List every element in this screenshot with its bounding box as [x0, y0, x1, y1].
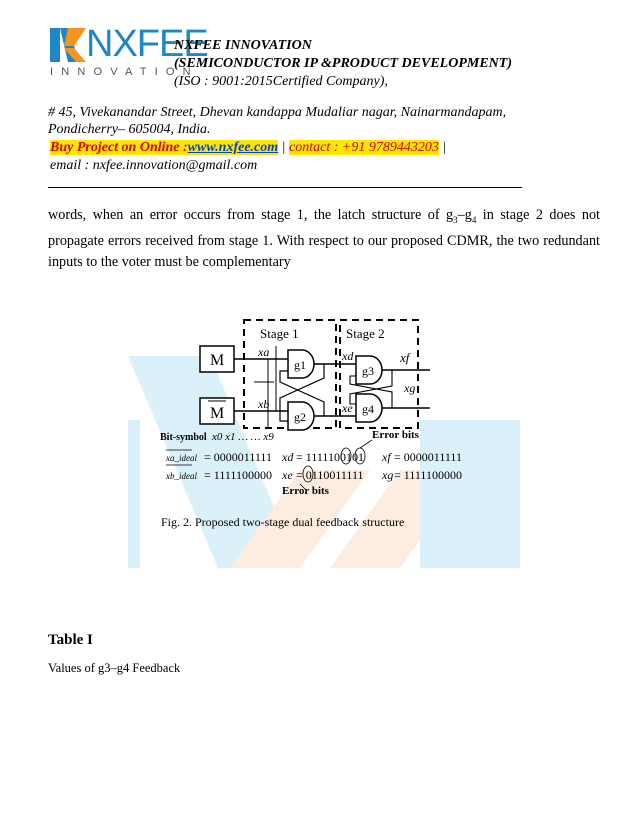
nxfee-logo-icon: [48, 24, 88, 64]
xb-label: xb: [258, 397, 270, 411]
row2-left-value: = 1111100000: [204, 468, 272, 482]
xf-label: xf: [400, 350, 410, 365]
dual-feedback-diagram: [160, 316, 490, 506]
company-certification: (ISO : 9001:2015Certified Company),: [174, 74, 388, 89]
email-line: email : nxfee.innovation@gmail.com: [50, 158, 258, 173]
company-division: (SEMICONDUCTOR IP &PRODUCT DEVELOPMENT): [174, 56, 512, 71]
row1-left-value: = 0000011111: [204, 450, 272, 464]
header-divider: [48, 187, 522, 188]
address-line-1: # 45, Vivekanandar Street, Dhevan kandappa Mudaliar nagar, Nainarmandapam,: [48, 105, 507, 120]
buy-contact-line: [50, 139, 446, 156]
website-link[interactable]: www.nxfee.com: [187, 140, 279, 155]
m-top-label: M: [210, 352, 225, 369]
paragraph-text: words, when an error occurs from stage 1, the latch structure of g: [48, 207, 454, 223]
row1-mid-label: xd: [282, 450, 294, 464]
g3-label: g3: [362, 364, 374, 378]
subscript: 3: [453, 214, 458, 225]
row2-mid-label: xe: [282, 468, 293, 482]
paragraph-text: –g: [457, 207, 472, 223]
xd-label: xd: [342, 349, 354, 363]
row2-right-label: xg: [382, 468, 394, 482]
g4-label: g4: [362, 402, 374, 416]
paragraph-text: in stage 2 does not propagate errors received from stage 1. With respect to our proposed CDMR, the two redundant inputs to the voter must be complementary: [48, 207, 601, 270]
subscript: 4: [471, 214, 477, 225]
row2-right-value: = 1111100000: [394, 468, 462, 482]
row1-mid-value: = 1111100101: [296, 450, 364, 464]
table-title: Table I: [48, 632, 93, 648]
row1-left-label: xa_ideal: [166, 453, 197, 463]
logo-subtitle: INNOVATION: [50, 66, 199, 78]
xa-label: xa: [258, 345, 270, 359]
address-line-2: Pondicherry– 605004, India.: [48, 122, 211, 137]
bit-symbol-label: Bit-symbol: [160, 432, 207, 443]
m-bottom-label: M: [210, 405, 225, 422]
separator: |: [438, 140, 447, 155]
buy-project-label: Buy Project on Online :: [50, 140, 188, 155]
contact-phone: contact : +91 9789443203: [289, 140, 439, 155]
error-bits-top: Error bits: [372, 429, 419, 441]
g1-label: g1: [294, 358, 306, 372]
stage2-label: Stage 2: [346, 326, 385, 341]
row1-right-label: xf: [382, 450, 391, 464]
stage1-label: Stage 1: [260, 326, 299, 341]
error-bits-bottom: Error bits: [282, 485, 329, 497]
g2-label: g2: [294, 410, 306, 424]
body-paragraph: [48, 205, 600, 273]
xg-label: xg: [404, 381, 416, 395]
xe-label: xe: [342, 401, 353, 415]
company-name: NXFEE INNOVATION: [174, 38, 312, 53]
logo-wordmark: NXFEE: [86, 23, 208, 65]
figure-caption: Fig. 2. Proposed two-stage dual feedback structure: [161, 515, 405, 529]
bit-symbol-seq: x0 x1 … … x9: [212, 431, 274, 443]
separator: |: [278, 140, 290, 155]
table-subtitle: Values of g3–g4 Feedback: [48, 661, 181, 675]
row2-mid-value: = 0110011111: [296, 468, 364, 482]
row1-right-value: = 0000011111: [394, 450, 462, 464]
row2-left-label: xb_ideal: [166, 471, 197, 481]
